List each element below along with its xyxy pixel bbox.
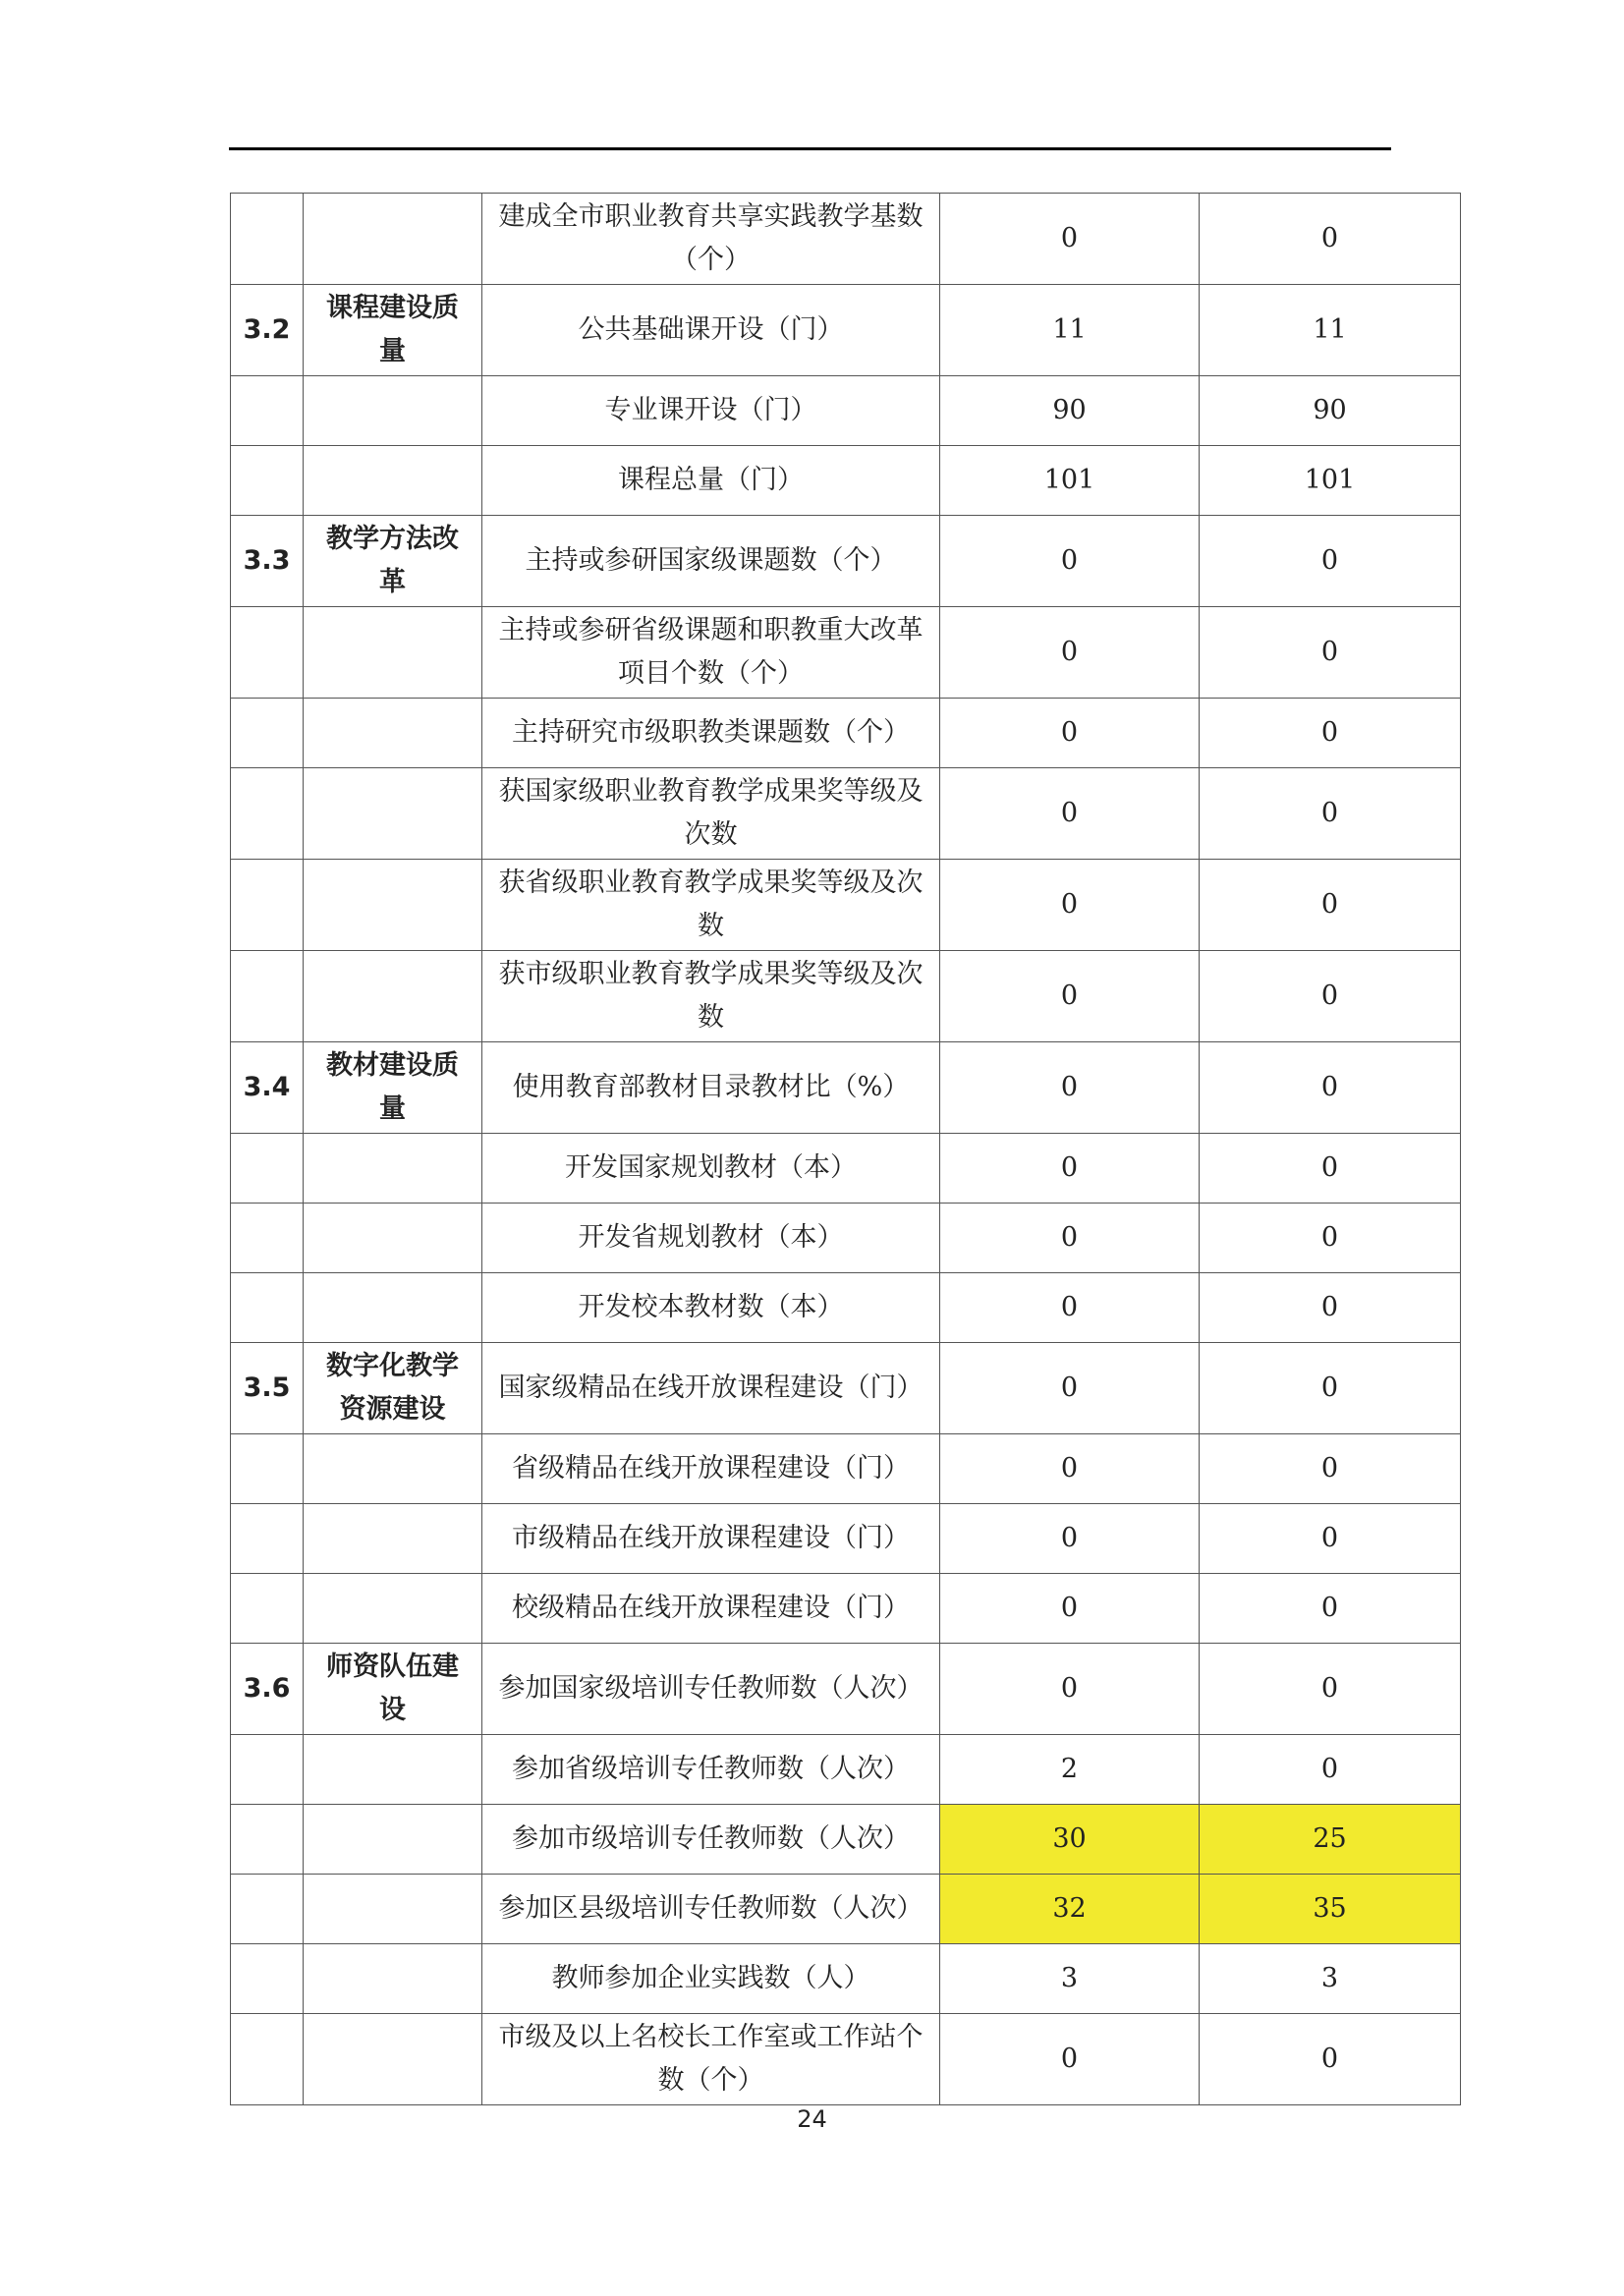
- row-index: [231, 699, 304, 768]
- table-row: [231, 860, 1461, 951]
- row-category: [304, 1735, 482, 1805]
- row-category: [304, 1273, 482, 1343]
- row-value-2: 25: [1200, 1805, 1461, 1875]
- row-category: [304, 2014, 482, 2105]
- row-index: 3.6: [231, 1644, 304, 1735]
- row-value-2: 0: [1200, 860, 1461, 951]
- row-value-1: 0: [940, 699, 1200, 768]
- row-item: 参加省级培训专任教师数（人次）: [482, 1735, 940, 1805]
- row-index: [231, 1434, 304, 1504]
- table-row: [231, 699, 1461, 768]
- row-index: [231, 768, 304, 860]
- row-value-2: 0: [1200, 1574, 1461, 1644]
- table-body: [231, 194, 1461, 2105]
- row-value-2: 0: [1200, 951, 1461, 1042]
- row-category: [304, 1944, 482, 2014]
- table-row: [231, 1273, 1461, 1343]
- row-value-1: 3: [940, 1944, 1200, 2014]
- row-index: [231, 1875, 304, 1944]
- row-item: 获省级职业教育教学成果奖等级及次数: [482, 860, 940, 951]
- row-item: 国家级精品在线开放课程建设（门）: [482, 1343, 940, 1434]
- row-index: [231, 1273, 304, 1343]
- row-item: 主持或参研国家级课题数（个）: [482, 516, 940, 607]
- row-value-2: 0: [1200, 1504, 1461, 1574]
- row-value-2: 0: [1200, 1434, 1461, 1504]
- row-item: 开发国家规划教材（本）: [482, 1134, 940, 1204]
- row-value-1: 30: [940, 1805, 1200, 1875]
- row-category: 教学方法改革: [304, 516, 482, 607]
- row-category: [304, 1875, 482, 1944]
- row-value-2: 0: [1200, 1134, 1461, 1204]
- row-value-2: 0: [1200, 194, 1461, 285]
- row-value-2: 0: [1200, 1644, 1461, 1735]
- page-number: 24: [797, 2105, 827, 2133]
- row-item: 校级精品在线开放课程建设（门）: [482, 1574, 940, 1644]
- table-row: [231, 516, 1461, 607]
- row-index: 3.4: [231, 1042, 304, 1134]
- row-category: [304, 1434, 482, 1504]
- row-value-1: 0: [940, 607, 1200, 699]
- row-category: [304, 1204, 482, 1273]
- row-item: 开发校本教材数（本）: [482, 1273, 940, 1343]
- row-category: [304, 607, 482, 699]
- header-rule: [229, 147, 1391, 150]
- row-category: 师资队伍建设: [304, 1644, 482, 1735]
- row-category: [304, 446, 482, 516]
- row-value-2: 3: [1200, 1944, 1461, 2014]
- row-value-1: 0: [940, 1504, 1200, 1574]
- table-row: [231, 1504, 1461, 1574]
- row-index: 3.2: [231, 285, 304, 376]
- table-row: [231, 376, 1461, 446]
- row-index: [231, 1805, 304, 1875]
- row-value-2: 0: [1200, 1042, 1461, 1134]
- row-value-2: 0: [1200, 607, 1461, 699]
- row-category: [304, 768, 482, 860]
- indicator-table: [230, 193, 1461, 2105]
- row-index: [231, 446, 304, 516]
- row-value-2: 0: [1200, 1273, 1461, 1343]
- table-row: [231, 1434, 1461, 1504]
- row-item: 参加区县级培训专任教师数（人次）: [482, 1875, 940, 1944]
- row-value-1: 0: [940, 1134, 1200, 1204]
- table-row: [231, 1343, 1461, 1434]
- table-row: [231, 194, 1461, 285]
- table-row: [231, 768, 1461, 860]
- row-value-2: 0: [1200, 768, 1461, 860]
- row-index: [231, 607, 304, 699]
- row-value-1: 0: [940, 1574, 1200, 1644]
- table-row: [231, 2014, 1461, 2105]
- row-index: [231, 1574, 304, 1644]
- row-value-1: 0: [940, 1042, 1200, 1134]
- table-row: [231, 1735, 1461, 1805]
- row-index: 3.5: [231, 1343, 304, 1434]
- row-index: [231, 1504, 304, 1574]
- row-item: 教师参加企业实践数（人）: [482, 1944, 940, 2014]
- row-value-2: 35: [1200, 1875, 1461, 1944]
- table-row: [231, 1134, 1461, 1204]
- row-category: [304, 1574, 482, 1644]
- row-item: 主持研究市级职教类课题数（个）: [482, 699, 940, 768]
- row-item: 主持或参研省级课题和职教重大改革项目个数（个）: [482, 607, 940, 699]
- row-value-2: 101: [1200, 446, 1461, 516]
- row-category: 数字化教学资源建设: [304, 1343, 482, 1434]
- row-item: 使用教育部教材目录教材比（%）: [482, 1042, 940, 1134]
- row-item: 开发省规划教材（本）: [482, 1204, 940, 1273]
- table-row: [231, 1042, 1461, 1134]
- table-row: [231, 1204, 1461, 1273]
- row-category: [304, 860, 482, 951]
- row-item: 课程总量（门）: [482, 446, 940, 516]
- row-value-1: 0: [940, 951, 1200, 1042]
- table-row: [231, 285, 1461, 376]
- row-value-2: 0: [1200, 1204, 1461, 1273]
- row-category: [304, 1504, 482, 1574]
- row-value-2: 0: [1200, 699, 1461, 768]
- row-index: [231, 1944, 304, 2014]
- row-value-2: 0: [1200, 516, 1461, 607]
- row-value-2: 0: [1200, 2014, 1461, 2105]
- row-value-1: 2: [940, 1735, 1200, 1805]
- row-value-1: 0: [940, 1434, 1200, 1504]
- row-item: 专业课开设（门）: [482, 376, 940, 446]
- row-item: 获市级职业教育教学成果奖等级及次数: [482, 951, 940, 1042]
- row-category: [304, 951, 482, 1042]
- row-item: 建成全市职业教育共享实践教学基数（个）: [482, 194, 940, 285]
- row-category: [304, 699, 482, 768]
- row-category: 课程建设质量: [304, 285, 482, 376]
- table-row: [231, 607, 1461, 699]
- row-item: 市级精品在线开放课程建设（门）: [482, 1504, 940, 1574]
- row-category: [304, 376, 482, 446]
- table-row: [231, 1805, 1461, 1875]
- row-value-1: 32: [940, 1875, 1200, 1944]
- row-value-1: 0: [940, 1204, 1200, 1273]
- table-row: [231, 1644, 1461, 1735]
- row-item: 公共基础课开设（门）: [482, 285, 940, 376]
- row-index: [231, 860, 304, 951]
- row-value-1: 0: [940, 1273, 1200, 1343]
- row-value-1: 0: [940, 1644, 1200, 1735]
- row-item: 市级及以上名校长工作室或工作站个数（个）: [482, 2014, 940, 2105]
- row-index: [231, 951, 304, 1042]
- row-index: [231, 2014, 304, 2105]
- row-index: [231, 1134, 304, 1204]
- row-index: [231, 194, 304, 285]
- row-category: 教材建设质量: [304, 1042, 482, 1134]
- row-index: [231, 1204, 304, 1273]
- row-value-2: 0: [1200, 1735, 1461, 1805]
- row-value-1: 0: [940, 860, 1200, 951]
- row-value-1: 101: [940, 446, 1200, 516]
- row-index: [231, 376, 304, 446]
- row-index: 3.3: [231, 516, 304, 607]
- row-value-2: 11: [1200, 285, 1461, 376]
- row-value-1: 0: [940, 1343, 1200, 1434]
- row-category: [304, 194, 482, 285]
- row-index: [231, 1735, 304, 1805]
- row-value-2: 90: [1200, 376, 1461, 446]
- row-category: [304, 1805, 482, 1875]
- row-value-1: 0: [940, 768, 1200, 860]
- row-value-1: 0: [940, 516, 1200, 607]
- table-row: [231, 951, 1461, 1042]
- table-row: [231, 1574, 1461, 1644]
- row-value-1: 11: [940, 285, 1200, 376]
- table-row: [231, 1875, 1461, 1944]
- row-value-1: 0: [940, 194, 1200, 285]
- row-item: 省级精品在线开放课程建设（门）: [482, 1434, 940, 1504]
- row-value-2: 0: [1200, 1343, 1461, 1434]
- row-item: 获国家级职业教育教学成果奖等级及次数: [482, 768, 940, 860]
- table-row: [231, 1944, 1461, 2014]
- row-value-1: 90: [940, 376, 1200, 446]
- row-category: [304, 1134, 482, 1204]
- row-value-1: 0: [940, 2014, 1200, 2105]
- row-item: 参加市级培训专任教师数（人次）: [482, 1805, 940, 1875]
- table-row: [231, 446, 1461, 516]
- row-item: 参加国家级培训专任教师数（人次）: [482, 1644, 940, 1735]
